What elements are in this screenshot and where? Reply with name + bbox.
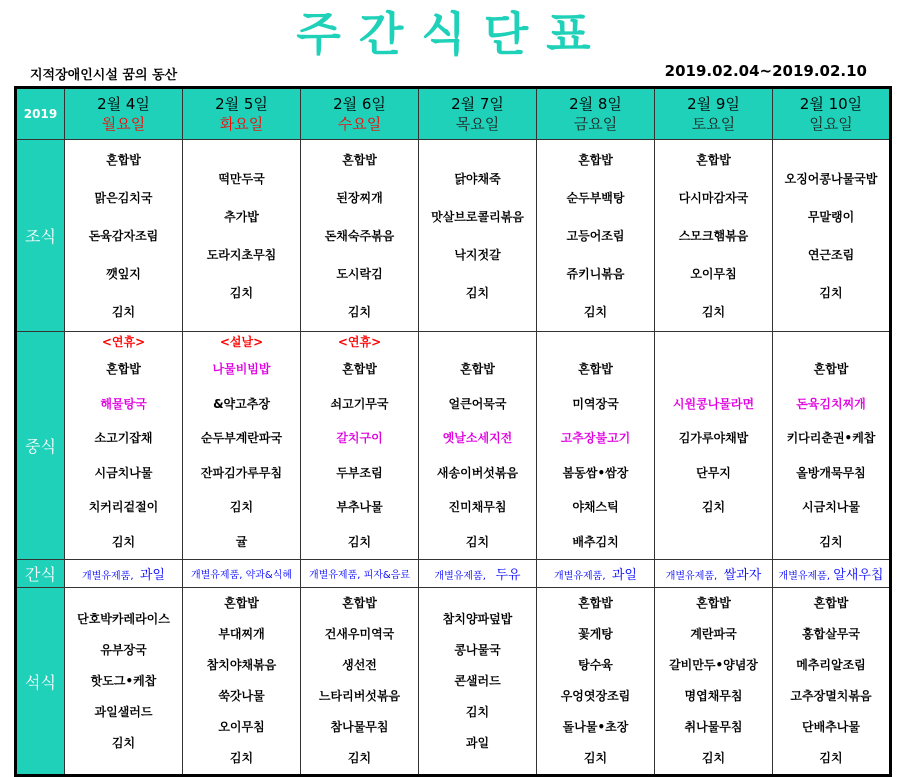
holiday-note: <연휴> <box>337 335 382 349</box>
dish-item: 참치양파덮밥 <box>442 611 513 626</box>
dish-item: 나물비빔밥 <box>212 362 271 376</box>
dish-item: 김치 <box>347 304 372 319</box>
menu-cell <box>773 140 891 332</box>
menu-cell <box>537 588 655 776</box>
day-header <box>537 88 655 140</box>
dish-item: 추가밥 <box>224 209 259 224</box>
dish-item: 김치 <box>465 285 490 300</box>
snack-cell <box>655 560 773 588</box>
day-header <box>301 88 419 140</box>
holiday-note: <설날> <box>219 335 264 349</box>
dish-item: 김치 <box>465 704 490 719</box>
menu-cell <box>419 140 537 332</box>
meal-label-breakfast: 조식 <box>16 140 65 332</box>
dish-item: 깻잎지 <box>106 266 141 281</box>
dish-item: 단배추나물 <box>802 720 860 734</box>
dish-item: 유부장국 <box>100 642 147 657</box>
snack-cell <box>301 560 419 588</box>
dish-item: 옛날소세지전 <box>442 431 513 445</box>
dish-item: 혼합밥 <box>342 362 377 376</box>
day-header <box>65 88 183 140</box>
dinner-row <box>16 588 891 776</box>
dish-item: 쇠고기무국 <box>330 396 389 411</box>
day-weekday: 목요일 <box>455 115 500 133</box>
menu-cell <box>655 332 773 560</box>
menu-cell <box>537 140 655 332</box>
day-date: 2월 6일 <box>333 95 386 113</box>
dish-item: 치커리겉절이 <box>88 500 159 514</box>
dish-item: 단호박카레라이스 <box>77 611 170 626</box>
dish-item: 맑은김치국 <box>94 190 153 205</box>
snack-item: 피자&음료 <box>363 570 411 581</box>
menu-cell <box>183 332 301 560</box>
dish-item: 혼합밥 <box>813 362 849 376</box>
dish-item: 계란파국 <box>690 627 737 641</box>
snack-item: 쌀과자 <box>723 568 762 583</box>
lunch-row <box>16 332 891 560</box>
dish-item: 닭야채죽 <box>454 171 501 186</box>
dish-item: 혼합밥 <box>578 596 613 610</box>
dish-item: 혼합밥 <box>106 362 141 376</box>
dish-item: 건새우미역국 <box>324 627 395 641</box>
snack-cell <box>183 560 301 588</box>
meal-label-lunch: 중식 <box>16 332 65 560</box>
dish-item: 혼합밥 <box>460 362 495 376</box>
dish-item: 얼큰어묵국 <box>448 396 507 411</box>
dish-item: 참치야채볶음 <box>206 658 277 672</box>
dish-item: 김치 <box>229 285 254 300</box>
dish-item: 낙지젓갈 <box>454 247 501 262</box>
dish-item: 쥬키니볶음 <box>566 266 625 281</box>
dish-item: 혼합밥 <box>342 596 377 610</box>
dish-item: 다시마감자국 <box>678 190 749 205</box>
dish-item: 김치 <box>701 304 726 319</box>
dish-item: 해물탕국 <box>100 396 147 411</box>
dish-item: 도시락김 <box>336 266 383 281</box>
dish-item: 스모크햄볶음 <box>678 228 749 243</box>
day-weekday: 화요일 <box>219 115 264 133</box>
year-cell: 2019 <box>16 88 65 140</box>
dish-item: 혼합밥 <box>224 596 259 610</box>
snack-prefix: 개별유제품, <box>308 570 361 581</box>
dish-item: 김치 <box>111 304 136 319</box>
menu-cell <box>301 140 419 332</box>
dish-item: 소고기잡채 <box>94 431 153 445</box>
day-date: 2월 7일 <box>451 95 504 113</box>
meal-label-dinner: 석식 <box>16 588 65 776</box>
organization-name: 지적장애인시설 꿈의 동산 <box>30 68 178 83</box>
dish-item: 맛살브로콜리볶음 <box>431 209 524 224</box>
dish-item: 귤 <box>235 534 248 549</box>
menu-cell <box>537 332 655 560</box>
dish-item: 돈채숙주볶음 <box>324 228 395 243</box>
menu-cell <box>65 140 183 332</box>
dish-item: 단무지 <box>696 465 731 480</box>
holiday-note: <연휴> <box>101 335 146 349</box>
date-range: 2019.02.04~2019.02.10 <box>664 62 867 80</box>
menu-cell <box>655 588 773 776</box>
dish-item: 두부조림 <box>336 465 383 480</box>
dish-item: 혼합밥 <box>342 152 377 167</box>
dish-item: 돈육김치찌개 <box>796 396 866 411</box>
day-date: 2월 10일 <box>799 95 863 113</box>
weekly-menu-table <box>14 86 892 777</box>
dish-item: 홍합살무국 <box>802 627 860 641</box>
dish-item: 과일 <box>465 735 490 750</box>
dish-item: 김치 <box>701 500 726 514</box>
dish-item: 김치 <box>819 751 843 765</box>
day-weekday: 일요일 <box>809 115 853 133</box>
dish-item: 오이무침 <box>690 266 737 281</box>
menu-cell <box>773 332 891 560</box>
dish-item: 돈육감자조림 <box>88 228 159 243</box>
dish-item: 쑥갓나물 <box>218 689 265 703</box>
dish-item: 우엉엿장조림 <box>560 689 631 703</box>
dish-item: 김치 <box>111 735 136 750</box>
dish-item: 김치 <box>583 751 608 765</box>
menu-cell <box>655 140 773 332</box>
dish-item <box>419 332 536 352</box>
dish-item: 김치 <box>347 534 372 549</box>
page-title: 주간식단표 <box>296 7 609 61</box>
dish-item: 고추장멸치볶음 <box>790 689 872 703</box>
dish-item: 진미채무침 <box>448 500 507 514</box>
dish-item: 미역장국 <box>572 396 619 411</box>
snack-item: 두유 <box>495 568 521 583</box>
dish-item: 키다리춘권•케찹 <box>786 431 876 445</box>
dish-item: 과일샐러드 <box>94 704 153 719</box>
dish-item: 된장찌개 <box>336 190 383 205</box>
snack-prefix: 개별유제품, <box>82 571 134 582</box>
dish-item: &약고추장 <box>213 396 270 411</box>
dish-item: 김치 <box>347 751 372 765</box>
dish-item: 김치 <box>465 534 490 549</box>
dish-item: 혼합밥 <box>106 152 141 167</box>
dish-item: 탕수육 <box>578 658 613 672</box>
dish-item: 시금치나물 <box>94 465 153 480</box>
day-date: 2월 5일 <box>215 95 268 113</box>
dish-item: 콩나물국 <box>454 642 501 657</box>
day-date: 2월 4일 <box>97 95 150 113</box>
dish-item: 잔파김가루무침 <box>200 465 283 480</box>
dish-item: 고추장불고기 <box>560 431 631 445</box>
dish-item: 혼합밥 <box>696 152 731 167</box>
day-header <box>655 88 773 140</box>
dish-item <box>655 367 772 387</box>
snack-cell <box>65 560 183 588</box>
dish-item: 콘샐러드 <box>454 673 501 688</box>
day-weekday: 수요일 <box>337 115 382 133</box>
dish-item: 핫도그•케찹 <box>90 673 157 688</box>
dish-item <box>537 332 654 352</box>
snack-prefix: 개별유제품, <box>554 571 606 582</box>
dish-item: 갈비만두•양념장 <box>669 658 758 672</box>
dish-item: 떡만두국 <box>218 171 265 186</box>
dish-item: 김치 <box>819 534 843 549</box>
dish-item: 시금치나물 <box>802 500 860 514</box>
day-weekday: 토요일 <box>691 115 736 133</box>
dish-item: 김치 <box>111 534 136 549</box>
day-header <box>773 88 891 140</box>
dish-item: 김치 <box>583 304 608 319</box>
dish-item <box>773 332 889 352</box>
dish-item: 올방개묵무침 <box>796 465 866 480</box>
day-date: 2월 8일 <box>569 95 622 113</box>
dish-item: 혼합밥 <box>696 596 731 610</box>
dish-item: 김치 <box>229 751 254 765</box>
dish-item: 혼합밥 <box>578 152 613 167</box>
snack-prefix: 개별유제품, <box>434 571 486 582</box>
menu-cell <box>183 588 301 776</box>
dish-item: 느타리버섯볶음 <box>318 689 401 703</box>
dish-item: 김치 <box>229 500 254 514</box>
snack-item: 약과&식혜 <box>245 570 293 581</box>
dish-item: 도라지초무침 <box>206 247 277 262</box>
dish-item: 새송이버섯볶음 <box>436 465 519 480</box>
day-header <box>419 88 537 140</box>
day-header-row <box>16 88 891 140</box>
meal-label-snack: 간식 <box>16 560 65 588</box>
dish-item: 혼합밥 <box>813 596 849 610</box>
dish-item: 부추나물 <box>336 500 383 514</box>
snack-cell <box>773 560 891 588</box>
dish-item: 시원콩나물라면 <box>672 396 755 411</box>
menu-cell <box>301 332 419 560</box>
day-weekday: 금요일 <box>573 115 618 133</box>
menu-cell <box>419 588 537 776</box>
dish-item: 고등어조림 <box>566 228 625 243</box>
menu-cell <box>65 332 183 560</box>
dish-item: 김치 <box>819 285 843 300</box>
day-weekday: 월요일 <box>101 115 146 133</box>
dish-item: 봄동쌈•쌈장 <box>562 465 629 480</box>
dish-item: 오이무침 <box>218 720 265 734</box>
dish-item: 무말랭이 <box>807 209 855 224</box>
menu-cell <box>65 588 183 776</box>
dish-item: 취나물무침 <box>684 720 743 734</box>
dish-item: 갈치구이 <box>336 431 383 445</box>
dish-item: 김치 <box>701 751 726 765</box>
dish-item: 김가루야채밥 <box>678 431 749 445</box>
snack-row <box>16 560 891 588</box>
dish-item: 메추리알조림 <box>796 658 866 672</box>
dish-item: 꽃게탕 <box>578 627 613 641</box>
dish-item: 혼합밥 <box>578 362 613 376</box>
dish-item: 생선전 <box>342 658 377 672</box>
dish-item: 돌나물•초장 <box>562 720 629 734</box>
dish-item: 부대찌개 <box>218 627 265 641</box>
snack-cell <box>537 560 655 588</box>
menu-cell <box>419 332 537 560</box>
dish-item: 순두부계란파국 <box>200 431 283 445</box>
dish-item: 참나물무침 <box>330 720 389 734</box>
dish-item: 연근조림 <box>807 247 855 262</box>
day-header <box>183 88 301 140</box>
snack-prefix: 개별유제품, <box>665 571 718 582</box>
breakfast-row <box>16 140 891 332</box>
menu-cell <box>183 140 301 332</box>
dish-item: 명엽채무침 <box>684 689 743 703</box>
snack-item: 알새우칩 <box>833 568 884 583</box>
dish-item: 야채스틱 <box>572 500 619 514</box>
snack-prefix: 개별유제품, <box>190 570 243 581</box>
menu-cell <box>301 588 419 776</box>
snack-cell <box>419 560 537 588</box>
dish-item: 오징어콩나물국밥 <box>784 171 878 186</box>
dish-item: 배추김치 <box>572 534 619 549</box>
day-date: 2월 9일 <box>687 95 740 113</box>
snack-item: 과일 <box>139 568 165 583</box>
snack-prefix: 개별유제품, <box>778 571 831 582</box>
dish-item: 순두부백탕 <box>566 190 625 205</box>
snack-item: 과일 <box>611 568 637 583</box>
menu-cell <box>773 588 891 776</box>
